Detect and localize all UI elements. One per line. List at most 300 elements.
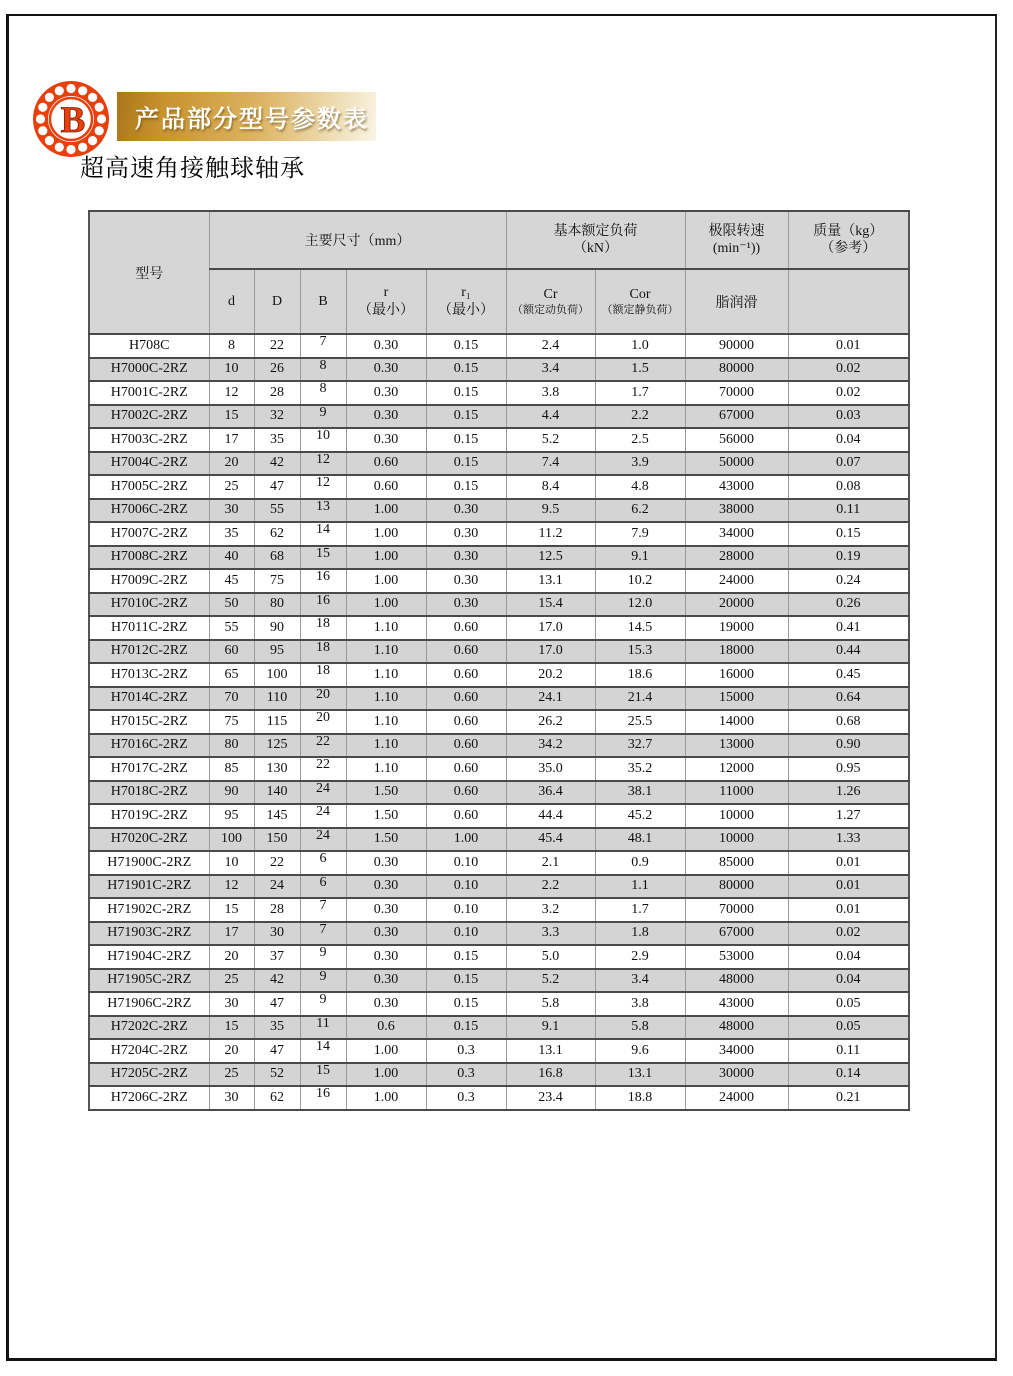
cell-B: 24 [300, 828, 346, 852]
col-header-cr: Cr （额定动负荷） [506, 269, 595, 334]
cell-r-min: 1.00 [346, 1086, 426, 1110]
cell-cr: 5.0 [506, 945, 595, 969]
cell-r1-min: 0.15 [426, 992, 506, 1016]
cell-mass: 0.45 [788, 663, 909, 687]
cell-model: H7004C-2RZ [89, 452, 209, 476]
cell-D: 26 [254, 358, 300, 382]
cell-cor: 0.9 [595, 851, 685, 875]
cell-mass: 0.15 [788, 522, 909, 546]
cell-D: 24 [254, 875, 300, 899]
cell-model: H7017C-2RZ [89, 757, 209, 781]
cell-r-min: 1.10 [346, 757, 426, 781]
cell-r-min: 0.30 [346, 405, 426, 429]
cell-r1-min: 0.30 [426, 522, 506, 546]
cell-grease-speed: 12000 [685, 757, 788, 781]
cell-cor: 4.8 [595, 475, 685, 499]
table-row [89, 969, 909, 993]
cell-d: 25 [209, 1063, 254, 1087]
cell-d: 50 [209, 593, 254, 617]
cell-cor: 1.0 [595, 334, 685, 358]
cell-D: 47 [254, 475, 300, 499]
cell-r1-min: 0.15 [426, 358, 506, 382]
cell-r-min: 1.50 [346, 828, 426, 852]
cell-model: H71904C-2RZ [89, 945, 209, 969]
cell-model: H7204C-2RZ [89, 1039, 209, 1063]
cell-mass: 1.27 [788, 804, 909, 828]
col-header-r-min: r （最小） [346, 269, 426, 334]
cell-model: H7020C-2RZ [89, 828, 209, 852]
table-row [89, 546, 909, 570]
cell-r1-min: 0.15 [426, 475, 506, 499]
cell-cr: 3.2 [506, 898, 595, 922]
cell-d: 65 [209, 663, 254, 687]
table-row [89, 499, 909, 523]
cell-cr: 24.1 [506, 687, 595, 711]
cell-B: 16 [300, 569, 346, 593]
section-banner [117, 92, 376, 141]
col-header-mass-sub [788, 269, 909, 334]
cell-d: 17 [209, 428, 254, 452]
cell-cor: 25.5 [595, 710, 685, 734]
cell-grease-speed: 24000 [685, 1086, 788, 1110]
cell-cr: 45.4 [506, 828, 595, 852]
cell-r1-min: 0.10 [426, 875, 506, 899]
cell-model: H71902C-2RZ [89, 898, 209, 922]
cell-D: 130 [254, 757, 300, 781]
cell-r-min: 0.30 [346, 381, 426, 405]
cell-d: 40 [209, 546, 254, 570]
cell-r1-min: 0.10 [426, 851, 506, 875]
table-row [89, 428, 909, 452]
cell-r1-min: 0.10 [426, 922, 506, 946]
table-row [89, 1086, 909, 1110]
cell-model: H708C [89, 334, 209, 358]
cell-cor: 35.2 [595, 757, 685, 781]
cell-grease-speed: 24000 [685, 569, 788, 593]
cell-cr: 44.4 [506, 804, 595, 828]
cell-D: 32 [254, 405, 300, 429]
cell-r-min: 1.10 [346, 687, 426, 711]
col-header-cor: Cor （额定静负荷） [595, 269, 685, 334]
cell-D: 37 [254, 945, 300, 969]
cell-D: 115 [254, 710, 300, 734]
cell-D: 52 [254, 1063, 300, 1087]
cell-model: H7014C-2RZ [89, 687, 209, 711]
cell-grease-speed: 70000 [685, 898, 788, 922]
cell-grease-speed: 80000 [685, 875, 788, 899]
cell-grease-speed: 18000 [685, 640, 788, 664]
cell-B: 18 [300, 616, 346, 640]
cell-d: 10 [209, 358, 254, 382]
cell-cr: 16.8 [506, 1063, 595, 1087]
table-row [89, 922, 909, 946]
cell-r1-min: 0.15 [426, 428, 506, 452]
cell-D: 42 [254, 969, 300, 993]
cell-r1-min: 0.15 [426, 1016, 506, 1040]
cell-B: 22 [300, 734, 346, 758]
cell-B: 7 [300, 334, 346, 358]
cell-D: 80 [254, 593, 300, 617]
cell-grease-speed: 38000 [685, 499, 788, 523]
cell-grease-speed: 70000 [685, 381, 788, 405]
cell-model: H7016C-2RZ [89, 734, 209, 758]
cell-grease-speed: 56000 [685, 428, 788, 452]
table-row [89, 828, 909, 852]
cell-r1-min: 1.00 [426, 828, 506, 852]
table-row [89, 593, 909, 617]
cell-d: 8 [209, 334, 254, 358]
cell-mass: 0.24 [788, 569, 909, 593]
cell-grease-speed: 34000 [685, 522, 788, 546]
cell-grease-speed: 13000 [685, 734, 788, 758]
table-row [89, 452, 909, 476]
table-row [89, 710, 909, 734]
banner-title: 产品部分型号参数表 [135, 107, 369, 133]
cell-cr: 13.1 [506, 1039, 595, 1063]
table-row [89, 687, 909, 711]
cell-r-min: 0.30 [346, 969, 426, 993]
cell-r1-min: 0.60 [426, 663, 506, 687]
cell-r1-min: 0.15 [426, 969, 506, 993]
cell-D: 75 [254, 569, 300, 593]
cell-mass: 0.44 [788, 640, 909, 664]
table-row [89, 851, 909, 875]
cell-B: 6 [300, 851, 346, 875]
cell-cor: 2.2 [595, 405, 685, 429]
cell-D: 95 [254, 640, 300, 664]
cell-D: 42 [254, 452, 300, 476]
cell-mass: 0.11 [788, 1039, 909, 1063]
cell-r-min: 1.10 [346, 734, 426, 758]
cell-D: 22 [254, 851, 300, 875]
table-row [89, 875, 909, 899]
bearing-spec-table [88, 210, 910, 1111]
cell-r1-min: 0.30 [426, 569, 506, 593]
table-row [89, 358, 909, 382]
cell-r1-min: 0.60 [426, 616, 506, 640]
cell-model: H71905C-2RZ [89, 969, 209, 993]
table-row [89, 1063, 909, 1087]
cell-cor: 13.1 [595, 1063, 685, 1087]
cell-d: 12 [209, 381, 254, 405]
cell-model: H7009C-2RZ [89, 569, 209, 593]
cell-B: 9 [300, 969, 346, 993]
cell-r-min: 0.60 [346, 452, 426, 476]
cell-model: H7007C-2RZ [89, 522, 209, 546]
col-header-d: d [209, 269, 254, 334]
cell-cor: 18.6 [595, 663, 685, 687]
table-row [89, 334, 909, 358]
col-group-limit-speed: 极限转速 (min⁻¹)) [685, 211, 788, 269]
cell-mass: 0.02 [788, 381, 909, 405]
col-group-dimensions: 主要尺寸（mm） [209, 211, 506, 269]
cell-d: 25 [209, 475, 254, 499]
cell-d: 20 [209, 945, 254, 969]
cell-grease-speed: 67000 [685, 405, 788, 429]
cell-B: 9 [300, 992, 346, 1016]
cell-cr: 26.2 [506, 710, 595, 734]
cell-cr: 8.4 [506, 475, 595, 499]
cell-B: 14 [300, 1039, 346, 1063]
cell-grease-speed: 11000 [685, 781, 788, 805]
cell-cr: 17.0 [506, 640, 595, 664]
cell-B: 15 [300, 1063, 346, 1087]
cell-D: 35 [254, 428, 300, 452]
cell-r-min: 1.10 [346, 663, 426, 687]
cell-cr: 20.2 [506, 663, 595, 687]
table-row [89, 781, 909, 805]
cell-d: 60 [209, 640, 254, 664]
table-row [89, 522, 909, 546]
cell-r1-min: 0.60 [426, 640, 506, 664]
cell-D: 100 [254, 663, 300, 687]
cell-cr: 4.4 [506, 405, 595, 429]
col-group-rated-load: 基本额定负荷 （kN） [506, 211, 685, 269]
cell-r-min: 1.10 [346, 640, 426, 664]
cell-B: 8 [300, 358, 346, 382]
cell-d: 10 [209, 851, 254, 875]
cell-cor: 3.9 [595, 452, 685, 476]
cell-d: 45 [209, 569, 254, 593]
cell-B: 12 [300, 452, 346, 476]
cell-cr: 15.4 [506, 593, 595, 617]
cell-model: H7011C-2RZ [89, 616, 209, 640]
cell-mass: 0.64 [788, 687, 909, 711]
table-row [89, 945, 909, 969]
col-header-model: 型号 [89, 211, 209, 334]
cell-mass: 0.04 [788, 969, 909, 993]
cell-cor: 18.8 [595, 1086, 685, 1110]
table-row [89, 804, 909, 828]
cell-cr: 5.2 [506, 428, 595, 452]
cell-cr: 34.2 [506, 734, 595, 758]
cell-cor: 1.1 [595, 875, 685, 899]
cell-r1-min: 0.30 [426, 546, 506, 570]
cell-grease-speed: 14000 [685, 710, 788, 734]
page-subtitle: 超高速角接触球轴承 [80, 156, 305, 182]
cell-model: H7205C-2RZ [89, 1063, 209, 1087]
cell-r-min: 0.30 [346, 992, 426, 1016]
cell-r-min: 0.30 [346, 945, 426, 969]
cell-grease-speed: 48000 [685, 1016, 788, 1040]
cell-D: 55 [254, 499, 300, 523]
cell-cor: 9.6 [595, 1039, 685, 1063]
cell-r-min: 1.50 [346, 781, 426, 805]
cell-r1-min: 0.15 [426, 381, 506, 405]
cell-cor: 38.1 [595, 781, 685, 805]
cell-r-min: 1.00 [346, 569, 426, 593]
cell-mass: 0.26 [788, 593, 909, 617]
cell-model: H71901C-2RZ [89, 875, 209, 899]
cell-B: 10 [300, 428, 346, 452]
cell-mass: 0.95 [788, 757, 909, 781]
cell-grease-speed: 19000 [685, 616, 788, 640]
cell-r-min: 1.00 [346, 499, 426, 523]
cell-mass: 0.04 [788, 428, 909, 452]
cell-d: 100 [209, 828, 254, 852]
cell-cr: 3.4 [506, 358, 595, 382]
cell-mass: 0.07 [788, 452, 909, 476]
cell-d: 95 [209, 804, 254, 828]
cell-r1-min: 0.10 [426, 898, 506, 922]
cell-cr: 5.2 [506, 969, 595, 993]
cell-r1-min: 0.60 [426, 710, 506, 734]
cell-grease-speed: 80000 [685, 358, 788, 382]
cell-mass: 0.14 [788, 1063, 909, 1087]
cell-mass: 0.04 [788, 945, 909, 969]
cell-cor: 2.9 [595, 945, 685, 969]
cell-mass: 1.26 [788, 781, 909, 805]
cell-model: H7000C-2RZ [89, 358, 209, 382]
cell-B: 20 [300, 710, 346, 734]
cell-grease-speed: 48000 [685, 969, 788, 993]
cell-model: H7015C-2RZ [89, 710, 209, 734]
cell-d: 30 [209, 499, 254, 523]
cell-mass: 0.03 [788, 405, 909, 429]
cell-cr: 11.2 [506, 522, 595, 546]
table-row [89, 381, 909, 405]
cell-cor: 12.0 [595, 593, 685, 617]
cell-grease-speed: 43000 [685, 992, 788, 1016]
cell-r1-min: 0.60 [426, 781, 506, 805]
cell-d: 20 [209, 452, 254, 476]
cell-mass: 0.41 [788, 616, 909, 640]
cell-cr: 13.1 [506, 569, 595, 593]
cell-B: 18 [300, 640, 346, 664]
cell-model: H7202C-2RZ [89, 1016, 209, 1040]
cell-d: 70 [209, 687, 254, 711]
col-header-grease-lubrication: 脂润滑 [685, 269, 788, 334]
cell-D: 150 [254, 828, 300, 852]
cell-r-min: 0.30 [346, 358, 426, 382]
cell-r1-min: 0.15 [426, 405, 506, 429]
table-row [89, 1016, 909, 1040]
cell-model: H71900C-2RZ [89, 851, 209, 875]
cell-model: H7012C-2RZ [89, 640, 209, 664]
cell-cr: 9.5 [506, 499, 595, 523]
cell-model: H7001C-2RZ [89, 381, 209, 405]
cell-D: 68 [254, 546, 300, 570]
cell-r-min: 0.30 [346, 428, 426, 452]
cell-r-min: 1.00 [346, 1039, 426, 1063]
cell-d: 20 [209, 1039, 254, 1063]
cell-B: 7 [300, 922, 346, 946]
cell-mass: 0.02 [788, 922, 909, 946]
svg-text:B: B [60, 100, 86, 141]
cell-model: H7002C-2RZ [89, 405, 209, 429]
cell-d: 12 [209, 875, 254, 899]
cell-cor: 5.8 [595, 1016, 685, 1040]
cell-model: H7010C-2RZ [89, 593, 209, 617]
cell-D: 30 [254, 922, 300, 946]
cell-B: 7 [300, 898, 346, 922]
cell-cor: 1.8 [595, 922, 685, 946]
cell-grease-speed: 16000 [685, 663, 788, 687]
cell-mass: 0.01 [788, 875, 909, 899]
cell-d: 17 [209, 922, 254, 946]
cell-r-min: 1.00 [346, 1063, 426, 1087]
cell-d: 30 [209, 992, 254, 1016]
cell-B: 15 [300, 546, 346, 570]
cell-cor: 7.9 [595, 522, 685, 546]
table-row [89, 898, 909, 922]
cell-d: 55 [209, 616, 254, 640]
cell-r-min: 0.30 [346, 875, 426, 899]
cell-D: 22 [254, 334, 300, 358]
cell-B: 24 [300, 781, 346, 805]
cell-cr: 2.2 [506, 875, 595, 899]
cell-B: 18 [300, 663, 346, 687]
cell-model: H7003C-2RZ [89, 428, 209, 452]
cell-D: 62 [254, 522, 300, 546]
cell-d: 30 [209, 1086, 254, 1110]
cell-cr: 36.4 [506, 781, 595, 805]
col-header-D: D [254, 269, 300, 334]
cell-r-min: 1.50 [346, 804, 426, 828]
table-row [89, 475, 909, 499]
cell-cor: 32.7 [595, 734, 685, 758]
cell-r1-min: 0.15 [426, 334, 506, 358]
cell-cor: 48.1 [595, 828, 685, 852]
cell-mass: 0.11 [788, 499, 909, 523]
cell-cr: 5.8 [506, 992, 595, 1016]
cell-B: 20 [300, 687, 346, 711]
cell-B: 22 [300, 757, 346, 781]
table-body [89, 334, 909, 1110]
cell-cr: 9.1 [506, 1016, 595, 1040]
cell-r1-min: 0.60 [426, 757, 506, 781]
cell-cor: 10.2 [595, 569, 685, 593]
cell-cr: 3.8 [506, 381, 595, 405]
cell-grease-speed: 10000 [685, 804, 788, 828]
cell-cor: 45.2 [595, 804, 685, 828]
col-group-mass: 质量（kg） （参考） [788, 211, 909, 269]
cell-D: 145 [254, 804, 300, 828]
cell-D: 90 [254, 616, 300, 640]
table-row [89, 1039, 909, 1063]
cell-cr: 2.4 [506, 334, 595, 358]
cell-mass: 0.68 [788, 710, 909, 734]
cell-D: 47 [254, 992, 300, 1016]
cell-B: 13 [300, 499, 346, 523]
cell-model: H71906C-2RZ [89, 992, 209, 1016]
cell-mass: 0.01 [788, 334, 909, 358]
cell-B: 9 [300, 945, 346, 969]
cell-d: 85 [209, 757, 254, 781]
cell-mass: 0.01 [788, 898, 909, 922]
cell-mass: 0.05 [788, 1016, 909, 1040]
cell-B: 16 [300, 593, 346, 617]
cell-d: 25 [209, 969, 254, 993]
cell-cor: 3.8 [595, 992, 685, 1016]
table-row [89, 992, 909, 1016]
cell-r1-min: 0.30 [426, 499, 506, 523]
cell-cr: 7.4 [506, 452, 595, 476]
cell-mass: 0.08 [788, 475, 909, 499]
table-row [89, 616, 909, 640]
cell-B: 14 [300, 522, 346, 546]
cell-cor: 6.2 [595, 499, 685, 523]
col-header-r1-min: r₁ （最小） [426, 269, 506, 334]
cell-r1-min: 0.60 [426, 687, 506, 711]
cell-cor: 15.3 [595, 640, 685, 664]
cell-r1-min: 0.3 [426, 1039, 506, 1063]
cell-mass: 0.02 [788, 358, 909, 382]
cell-model: H7006C-2RZ [89, 499, 209, 523]
cell-B: 12 [300, 475, 346, 499]
cell-r-min: 1.00 [346, 522, 426, 546]
table-row [89, 663, 909, 687]
